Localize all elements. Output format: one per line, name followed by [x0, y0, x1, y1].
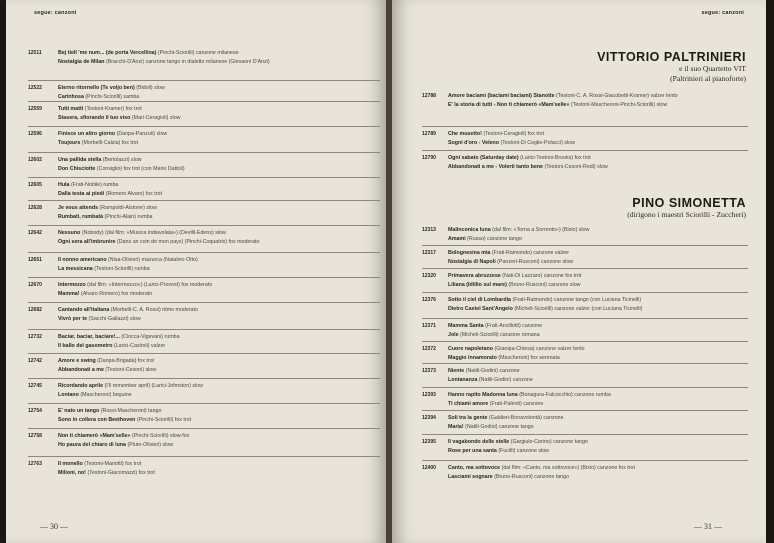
catalog-number: 12394 — [422, 415, 436, 421]
entry-divider — [422, 268, 748, 269]
song-line — [448, 101, 748, 110]
song-line — [58, 366, 380, 375]
catalog-number: 12400 — [422, 465, 436, 471]
song-title: Hula — [58, 182, 70, 188]
entry-divider — [28, 277, 380, 278]
song-title: La messicana — [58, 265, 93, 272]
song-line — [58, 315, 380, 324]
catalog-number: 12651 — [28, 257, 42, 263]
catalog-number: 12602 — [28, 157, 42, 163]
song-title: Lontano — [58, 391, 79, 398]
entry-divider — [28, 428, 380, 429]
song-line — [448, 163, 748, 172]
song-line — [58, 105, 380, 114]
song-credits: (Testoni-Kramer) fox trot — [84, 106, 142, 112]
song-line — [448, 438, 748, 447]
song-line — [58, 391, 380, 400]
song-title: Finisce un altro giorno — [58, 131, 116, 137]
song-credits: (Pluto-Olivieri) slow — [127, 441, 174, 448]
song-title: Dalla testa ai piedi — [58, 190, 105, 197]
song-title: Lontananza — [448, 376, 478, 383]
song-title: Il vagabondo delle stelle — [448, 439, 510, 445]
artist-name: VITTORIO PALTRINIERI — [597, 50, 746, 64]
song-line — [58, 407, 380, 416]
song-title: Il monello — [58, 461, 83, 467]
entry-divider — [422, 341, 748, 342]
entry-divider — [28, 152, 380, 153]
song-credits: (Sacchi-Gallazzi) slow — [88, 315, 141, 322]
song-credits: (Frati-Raimondo) canzone valzer — [491, 250, 570, 256]
song-title: Rose per una santa — [448, 447, 497, 454]
catalog-number: 12628 — [28, 205, 42, 211]
artist-heading-paltrinieri — [597, 50, 746, 84]
song-line — [448, 464, 748, 473]
song-title: Soli tra la gente — [448, 415, 488, 421]
song-line — [58, 49, 380, 58]
song-credits: (Testoni-C. A. Rossi-Giacobetti-Kramer) valzer lento — [556, 93, 678, 99]
song-title: Milioni, no! — [58, 469, 86, 476]
artist-subtitle: (dirigono i maestri Sciorilli - Zuccheri) — [627, 210, 746, 219]
entry-divider — [28, 177, 380, 178]
song-line — [58, 181, 380, 190]
song-line — [448, 414, 748, 423]
song-line — [448, 258, 748, 267]
right-page — [392, 0, 766, 543]
catalog-number: 12745 — [28, 383, 42, 389]
song-line — [448, 345, 748, 354]
song-line — [58, 256, 380, 265]
entry-divider — [28, 302, 380, 303]
song-title: Una pallida stella — [58, 157, 102, 163]
song-credits: (Gargiulo-Cerino) canzone tango — [510, 439, 588, 445]
page-number: — 30 — — [40, 522, 68, 531]
catalog-number: 12372 — [422, 346, 436, 352]
artist-subtitle: e il suo Quartetto VIT — [679, 64, 746, 73]
entry-divider — [28, 456, 380, 457]
song-credits: (Natili-Godini) canzone — [478, 376, 533, 383]
song-credits: (Bracchi-D'Anzi) canzone tango in dialetto milanese (Giovanni D'Anzi) — [106, 58, 270, 65]
song-credits: (Danpa-Panzuti) slow — [116, 131, 168, 137]
entry-divider — [422, 292, 748, 293]
song-credits: (Bertolazzi) slow — [102, 157, 142, 163]
entry-divider — [28, 353, 380, 354]
song-credits: (Romero Alvaro) fox trot — [105, 190, 162, 197]
entry-divider — [422, 318, 748, 319]
song-credits: (dal film: «Intermezzo») (Larici-Provost) fox moderato — [87, 282, 213, 288]
catalog-number: 12742 — [28, 358, 42, 364]
song-credits: (Bonagura-Falcocchio) canzone rumba — [519, 392, 611, 398]
song-title: Amami — [448, 235, 466, 242]
song-title: Ti chiami amore — [448, 400, 489, 407]
entry-divider — [28, 225, 380, 226]
song-title: Baciar, baciar, baciare!... — [58, 334, 120, 340]
song-line — [448, 249, 748, 258]
song-credits: (Bidoli) slow — [136, 85, 165, 91]
song-line — [58, 265, 380, 274]
song-credits: (Testoni-Sciorilli) rumba — [94, 265, 150, 272]
song-title: Intermezzo — [58, 282, 86, 288]
entry-divider — [28, 80, 380, 81]
catalog-number: 12642 — [28, 230, 42, 236]
song-line — [448, 154, 748, 163]
song-credits: (Testoni-Cesoni-Redi) slow — [544, 163, 608, 170]
song-line — [448, 322, 748, 331]
song-credits: (Pinchi-Sciorilli) canzone milanese — [157, 50, 239, 56]
song-line — [58, 229, 380, 238]
song-title: Dietro Castel Sant'Angelo — [448, 305, 513, 312]
song-line — [448, 473, 748, 482]
catalog-number: 12732 — [28, 334, 42, 340]
song-line — [448, 130, 748, 139]
song-credits: (Micheli-Sciorilli) canzone romana — [460, 331, 540, 338]
song-title: Maggio innamorato — [448, 354, 497, 361]
page-number: — 31 — — [694, 522, 722, 531]
song-line — [448, 423, 748, 432]
song-title: Abbandonati a me - Volerti tanto bene — [448, 163, 543, 170]
entry-divider — [28, 403, 380, 404]
song-line — [58, 441, 380, 450]
song-credits: (Testoni-Mariotti) fox trot — [84, 461, 142, 467]
song-line — [58, 114, 380, 123]
song-title: Niente — [448, 368, 465, 374]
song-title: Nostalgia di Napoli — [448, 258, 496, 265]
song-line — [58, 382, 380, 391]
artist-name: PINO SIMONETTA — [632, 196, 746, 210]
entry-divider — [28, 378, 380, 379]
song-title: Lasciami sognare — [448, 473, 493, 480]
entry-divider — [422, 387, 748, 388]
song-title: Cantando all'italiana — [58, 307, 110, 313]
song-title: Nessuno — [58, 230, 81, 236]
song-credits: (Mascheroni) beguine — [80, 391, 132, 398]
song-title: Malinconica luna — [448, 227, 491, 233]
catalog-number: 12754 — [28, 408, 42, 414]
song-line — [58, 306, 380, 315]
entry-divider — [422, 150, 748, 151]
song-credits: (Pinchi-Sciorilli) fox trot — [136, 416, 192, 423]
song-line — [58, 342, 380, 351]
entry-divider — [422, 245, 748, 246]
song-credits: (Testoni-Cesoni) slow — [105, 366, 157, 373]
song-title: Carinhosa — [58, 93, 84, 100]
song-title: Mamma! — [58, 290, 80, 297]
song-line — [448, 226, 748, 235]
song-line — [448, 391, 748, 400]
song-line — [58, 93, 380, 102]
song-title: Canto, ma sottovoce — [448, 465, 501, 471]
song-credits: (Panzeri-Rusconi) canzone slow — [497, 258, 574, 265]
song-credits: (Nobody) (dal film: «Musica indiavolata») (Devilli-Edens) slow — [81, 230, 226, 236]
song-title: Sogni d'oro - Veleno — [448, 139, 499, 146]
song-credits: (Nati-Di Lazzaro) canzone fox trot — [502, 273, 582, 279]
song-title: Toujours — [58, 139, 81, 146]
song-title: Ogni sera all'imbrunire — [58, 238, 116, 245]
catalog-number: 12317 — [422, 250, 436, 256]
artist-heading-simonetta — [627, 196, 746, 220]
song-line — [58, 165, 380, 174]
song-credits: (Russo) canzone tango — [467, 235, 522, 242]
song-title: Je vous attends — [58, 205, 99, 211]
song-title: Jole — [448, 331, 459, 338]
song-line — [58, 416, 380, 425]
catalog-number: 12522 — [28, 85, 42, 91]
catalog-number: 12559 — [28, 106, 42, 112]
song-line — [448, 400, 748, 409]
song-credits: (Morbelli-C. A. Rossi) ritmo moderato — [110, 307, 198, 313]
song-title: E' nato un tango — [58, 408, 100, 414]
song-credits: (Nisa-Olivieri) mazurca (Natalino Otto) — [108, 257, 198, 263]
song-credits: (Pinchi-Sciorilli) slow-fox — [131, 433, 190, 439]
song-line — [448, 331, 748, 340]
song-credits: (Frati-Raimondo) canzone tango (con Luciana Ticinelli) — [512, 297, 642, 303]
catalog-number: 12596 — [28, 131, 42, 137]
catalog-number: 12682 — [28, 307, 42, 313]
catalog-number: 12670 — [28, 282, 42, 288]
song-credits: (Testoni-Giacomazzi) fox trot — [87, 469, 155, 476]
song-credits: (Pinchi-Sciorilli) samba — [85, 93, 140, 100]
entry-divider — [28, 101, 380, 102]
song-credits: (Danpa-Brigada) fox trot — [97, 358, 154, 364]
song-credits: (Larici-Testoni-Brooks) fox trot — [520, 155, 591, 161]
running-head: segue: canzoni — [701, 10, 744, 16]
song-line — [448, 447, 748, 456]
song-title: Vivrò per te — [58, 315, 88, 322]
song-line — [58, 58, 380, 67]
song-title: Eterno ritornello (Te voljo ben) — [58, 85, 135, 91]
song-line — [58, 190, 380, 199]
song-line — [448, 354, 748, 363]
catalog-number: 12320 — [422, 273, 436, 279]
entry-divider — [422, 434, 748, 435]
song-title: Ogni sabato (Saturday date) — [448, 155, 519, 161]
catalog-number: 12371 — [422, 323, 436, 329]
song-title: Il nonno americano — [58, 257, 107, 263]
entry-divider — [28, 200, 380, 201]
song-credits: (Consiglio) fox trot (con Mario Dattoli) — [96, 165, 185, 172]
song-credits: (Testoni-Mascheroni-Pinchi-Sciorilli) slow — [570, 101, 668, 108]
catalog-number: 12789 — [422, 131, 436, 137]
song-line — [58, 357, 380, 366]
catalog-number: 12376 — [422, 297, 436, 303]
artist-subtitle: (Paltrinieri al pianoforte) — [670, 74, 746, 83]
song-credits: (Testoni-Ceragioli) fox trot — [483, 131, 544, 137]
song-line — [58, 156, 380, 165]
song-line — [448, 92, 748, 101]
left-page — [6, 0, 386, 543]
song-credits: (Dans un coin de mon pays) (Pinchi-Coquatrix) fox moderato — [116, 238, 260, 245]
song-line — [58, 213, 380, 222]
entry-divider — [422, 410, 748, 411]
song-line — [58, 238, 380, 247]
catalog-number: 12790 — [422, 155, 436, 161]
song-line — [58, 130, 380, 139]
entry-divider — [422, 460, 748, 461]
song-credits: (Larici-Casiroli) valzer — [113, 342, 166, 349]
song-credits: (Frati-Ancillotti) canzone — [485, 323, 543, 329]
song-credits: (Galdieri-Bonavolontà) canzone — [488, 415, 564, 421]
song-title: Hanno rapito Madonna luna — [448, 392, 518, 398]
song-title: Abbandonati a me — [58, 366, 104, 373]
song-line — [448, 296, 748, 305]
song-credits: (Pinchi-Alain) rumba — [104, 213, 153, 220]
song-credits: (Fucilli) canzone slow — [498, 447, 549, 454]
song-credits: (Gianipa-Chiesa) canzone valzer lento — [494, 346, 585, 352]
song-line — [58, 333, 380, 342]
song-title: Bej tiell 'me num... (de porta Vercellina) — [58, 50, 157, 56]
song-credits: (Morbelli-Calzia) fox trot — [81, 139, 138, 146]
song-credits: (Rampoldi-Alstone) slow — [99, 205, 157, 211]
song-line — [448, 272, 748, 281]
entry-divider — [28, 329, 380, 330]
song-title: Stasera, sfiorando il tuo viso — [58, 114, 131, 121]
song-credits: (Bruno-Rusconi) canzone slow — [508, 281, 581, 288]
catalog-number: 12395 — [422, 439, 436, 445]
song-credits: (Frati-Nobile) rumba — [70, 182, 119, 188]
song-credits: (Mascheroni) fox serenata — [498, 354, 560, 361]
song-line — [58, 139, 380, 148]
song-credits: (Natili-Godini) canzone — [465, 368, 520, 374]
song-title: Ricordando aprile — [58, 383, 104, 389]
running-head: segue: canzoni — [34, 10, 77, 16]
song-line — [58, 290, 380, 299]
song-title: Cuore napoletano — [448, 346, 494, 352]
song-title: Sono in collera con Beethoven — [58, 416, 136, 423]
song-line — [58, 204, 380, 213]
catalog-number: 12605 — [28, 182, 42, 188]
song-credits: (Frati-Palenti) canzone — [489, 400, 544, 407]
song-credits: (I'll remember april) (Larici-Johnston) slow — [104, 383, 203, 389]
song-title: Nostalgia de Milan — [58, 58, 105, 65]
song-line — [58, 84, 380, 93]
catalog-number: 12758 — [28, 433, 42, 439]
song-credits: (Mari-Ceragioli) slow — [131, 114, 181, 121]
song-credits: (dal film: «Canto, ma sottovoce») (Bixio) canzone fox trot — [501, 465, 635, 471]
song-line — [448, 281, 748, 290]
entry-divider — [28, 126, 380, 127]
catalog-number: 12393 — [422, 392, 436, 398]
song-title: Il ballo del gasometro — [58, 342, 113, 349]
song-line — [58, 460, 380, 469]
song-title: Amore e swing — [58, 358, 96, 364]
song-title: Che musetto! — [448, 131, 482, 137]
song-title: Bolognesina mia — [448, 250, 491, 256]
song-line — [448, 305, 748, 314]
song-credits: (Natili-Godini) canzone tango — [465, 423, 534, 430]
entry-divider — [422, 126, 748, 127]
song-title: Sotto il ciel di Lombardia — [448, 297, 511, 303]
catalog-number: 12373 — [422, 368, 436, 374]
catalog-number: 12788 — [422, 93, 436, 99]
song-credits: (Micheli-Sciorilli) canzone valzer (con Luciana Ticinelli) — [514, 305, 643, 312]
song-line — [58, 469, 380, 478]
song-line — [448, 139, 748, 148]
song-line — [448, 367, 748, 376]
song-line — [58, 281, 380, 290]
song-credits: (dal film: «Torna a Sorrento») (Bixio) slow — [492, 227, 590, 233]
song-credits: (Ciocca-Vigevani) rumba — [121, 334, 180, 340]
song-title: Don Chisciotte — [58, 165, 96, 172]
catalog-number: 12763 — [28, 461, 42, 467]
song-title: Amore baciami (baciami baciami) Stanotte — [448, 93, 555, 99]
song-credits: (Bruno-Rusconi) canzone tango — [494, 473, 570, 480]
catalog-number: 12511 — [28, 50, 42, 56]
catalog-number: 12313 — [422, 227, 436, 233]
entry-divider — [28, 252, 380, 253]
song-title: Mamma Santa — [448, 323, 484, 329]
song-title: Liliana (Idillio sul mare) — [448, 281, 507, 288]
song-credits: (Alvaro Romero) fox moderato — [80, 290, 153, 297]
song-title: Primavera abruzzese — [448, 273, 501, 279]
song-title: Rumbati, rumbatà — [58, 213, 104, 220]
song-title: E' la storia di tutti - Non ti chiamerò «Mam'selle» — [448, 101, 570, 108]
song-credits: (Rossi-Mascheroni) tango — [100, 408, 162, 414]
song-title: Ho paura del chiaro di luna — [58, 441, 126, 448]
entry-divider — [422, 363, 748, 364]
song-line — [448, 376, 748, 385]
song-title: Tutti matti — [58, 106, 84, 112]
song-title: Non ti chiamerò «Mam'selle» — [58, 433, 131, 439]
song-line — [58, 432, 380, 441]
song-credits: (Testoni-Di Ceglie-Polacci) slow — [500, 139, 575, 146]
song-title: Maria! — [448, 423, 464, 430]
song-line — [448, 235, 748, 244]
